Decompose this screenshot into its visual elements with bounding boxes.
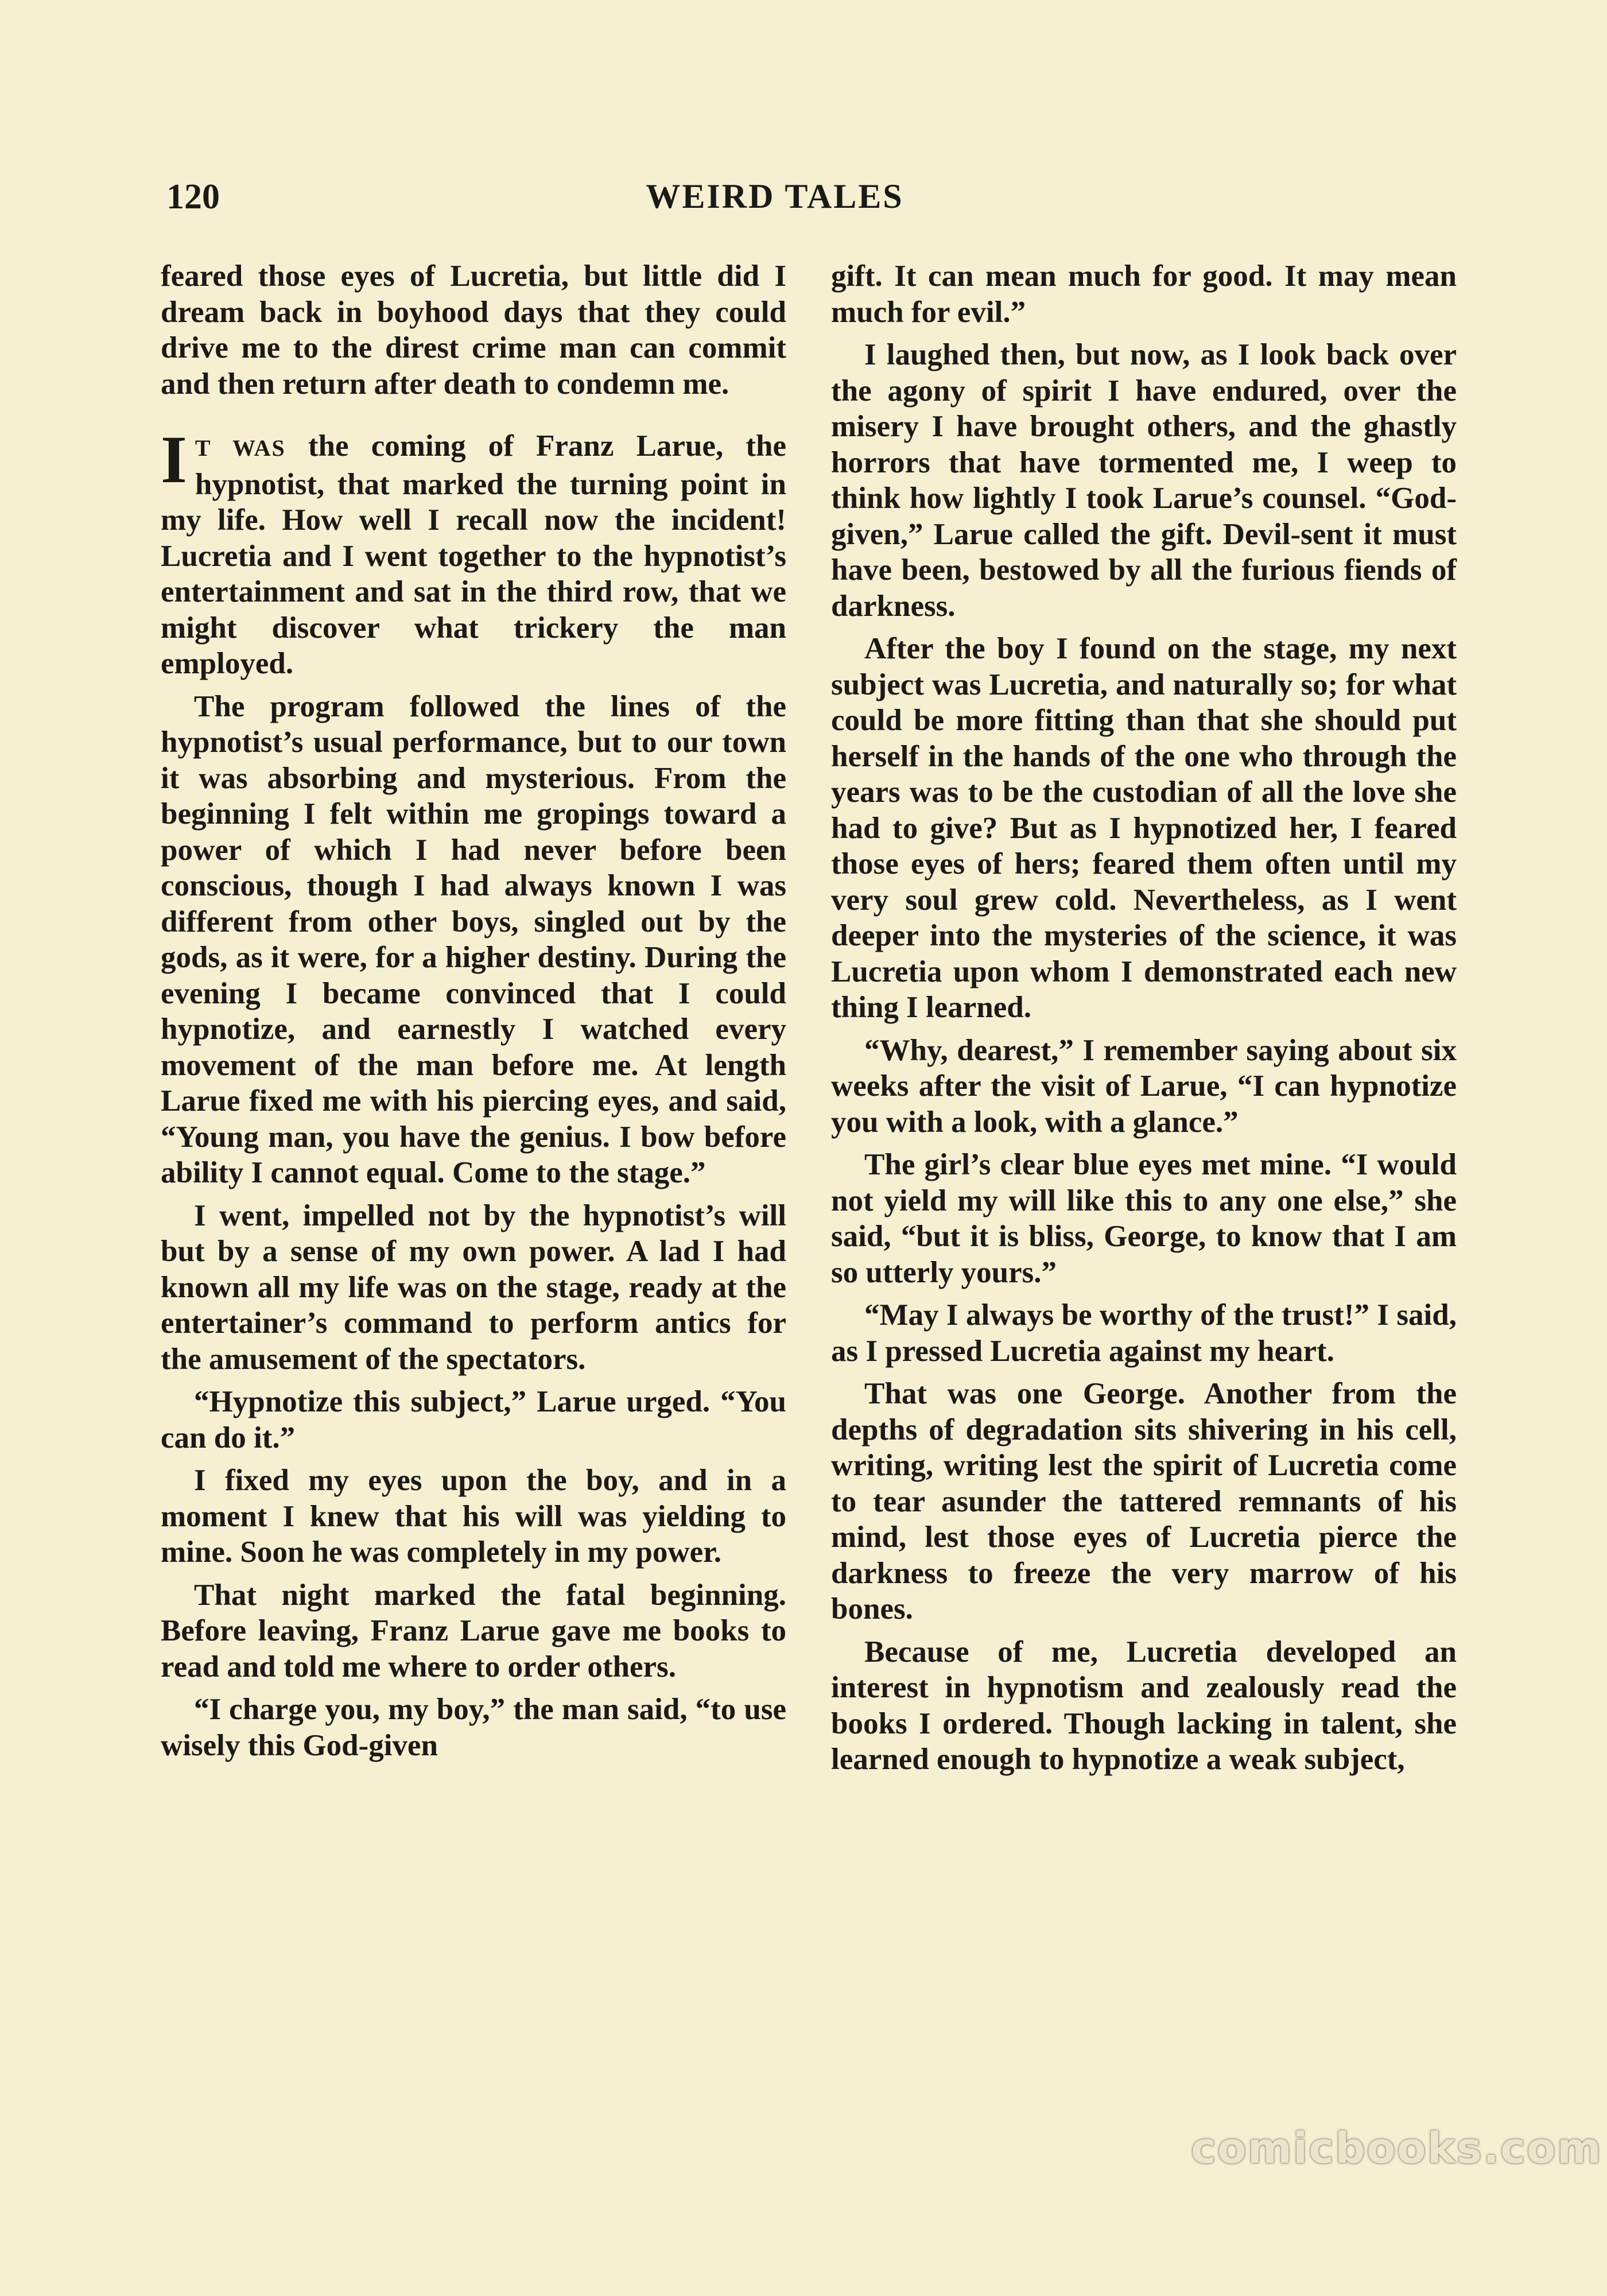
paragraph: “Hypnotize this subject,” Larue urged. “You can do it.” — [161, 1385, 786, 1455]
paragraph: That night marked the fatal beginning. Before leaving, Franz Larue gave me books to read and told me where to order others. — [161, 1578, 786, 1684]
paragraph: feared those eyes of Lucretia, but little did I dream back in boyhood days that they could drive me to the direst crime man can commit and then return after death to condemn me. — [161, 259, 786, 401]
paragraph: “May I always be worthy of the trust!” I said, as I pressed Lucretia against my heart. — [831, 1298, 1457, 1368]
paragraph: I went, impelled not by the hypnotist’s will but by a sense of my own power. A lad I had known all my life was on the stage, ready at the entertainer’s command to perform antics for the amusement of the spectators. — [161, 1199, 786, 1376]
paragraph: The program followed the lines of the hypnotist’s usual performance, but to our town it was absorbing and mysterious. From the beginning I felt within me gropings toward a power of which I had never before been conscious, though I had always known I was different from other boys, singled out by the gods, as it were, for a higher destiny. During the evening I became convinced that I could hypnotize, and earnestly I watched every movement of the man before me. At length Larue fixed me with his piercing eyes, and said, “Young man, you have the genius. I bow before ability I cannot equal. Come to the stage.” — [161, 689, 786, 1189]
small-caps-lead: T WAS — [195, 435, 286, 461]
page-header — [166, 177, 1475, 223]
watermark: comicbooks.com — [1191, 2124, 1602, 2173]
paragraph: “I charge you, my boy,” the man said, “to use wisely this God-given — [161, 1693, 786, 1762]
running-title: WEIRD TALES — [646, 177, 904, 215]
paragraph: That was one George. Another from the depths of degradation sits shivering in his cell, writing, writing lest the spirit of Lucretia come to tear asunder the tattered remnants of his mind, lest those eyes of Lucretia pierce the darkness to freeze the very marrow of his bones. — [831, 1377, 1457, 1626]
paragraph: After the boy I found on the stage, my next subject was Lucretia, and naturally so; for what could be more fitting than that she should put herself in the hands of the one who through the years was to be the custodian of all the love she had to give? But as I hypnotized her, I feared those eyes of hers; feared them often until my very soul grew cold. Nevertheless, as I went deeper into the mysteries of the science, it was Lucretia upon whom I demonstrated each new thing I learned. — [831, 632, 1457, 1024]
paragraph: Because of me, Lucretia developed an interest in hypnotism and zealously read the books I ordered. Though lacking in talent, she learned enough to hypnotize a weak subject, — [831, 1635, 1457, 1776]
paragraph: I laughed then, but now, as I look back over the agony of spirit I have endured, over the misery I have brought others, and the ghastly horrors that have tormented me, I weep to think how lightly I took Larue’s counsel. “God-given,” Larue called the gift. Devil-sent it must have been, bestowed by all the furious fiends of darkness. — [831, 338, 1457, 623]
paragraph: The girl’s clear blue eyes met mine. “I would not yield my will like this to any one else,” she said, “but it is bliss, George, to know that I am so utterly yours.” — [831, 1148, 1457, 1289]
right-column — [831, 258, 1457, 1785]
page-number: 120 — [166, 177, 220, 216]
paragraph-text: the coming of Franz Larue, the hypnotist, that marked the turning point in my life. How well I recall now the incident! Lucretia and I went together to the hypnotist’s entertainment and sat in the third row, that we might discover what trickery the man employed. — [161, 429, 786, 680]
paragraph: “Why, dearest,” I remember saying about six weeks after the visit of Larue, “I can hypnotize you with a look, with a glance.” — [831, 1033, 1457, 1139]
paragraph: I fixed my eyes upon the boy, and in a moment I knew that his will was yielding to mine. Soon he was completely in my power. — [161, 1464, 786, 1569]
drop-cap: I — [161, 422, 187, 497]
paragraph: gift. It can mean much for good. It may mean much for evil.” — [831, 259, 1457, 329]
section-start-paragraph — [161, 422, 786, 682]
left-column — [161, 258, 786, 1770]
